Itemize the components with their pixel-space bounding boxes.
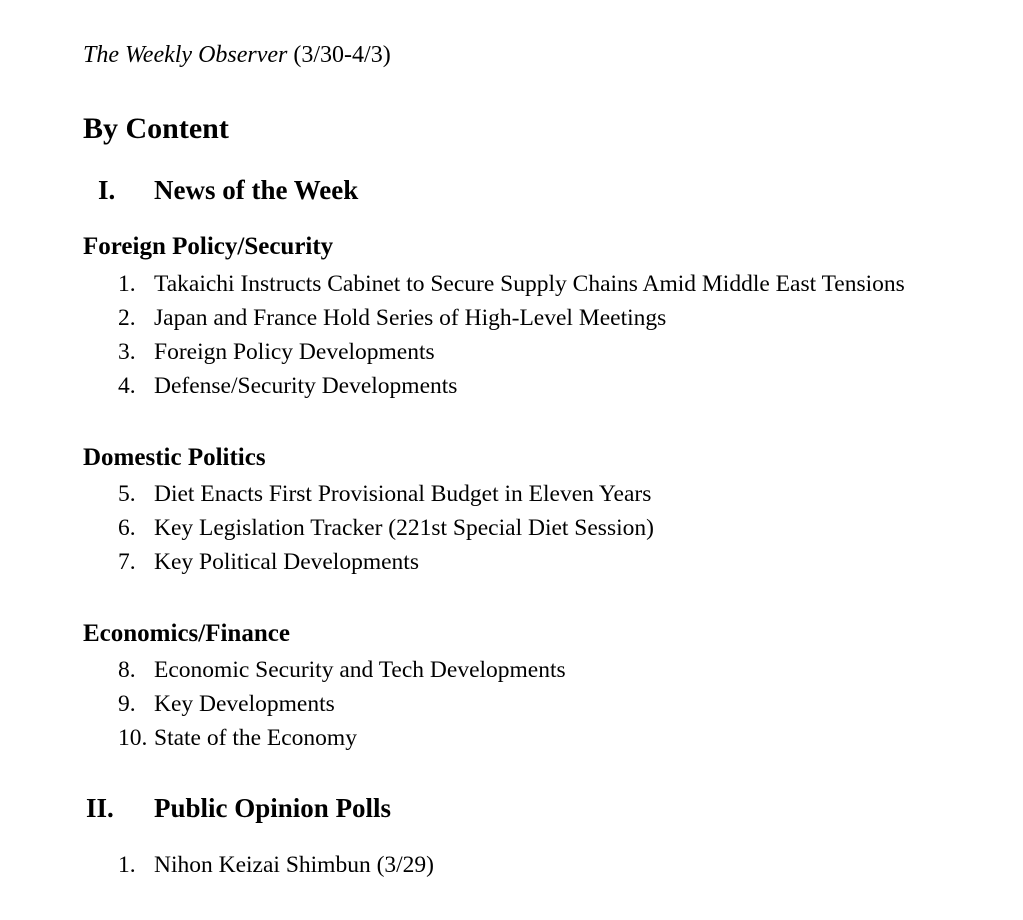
item-label: Diet Enacts First Provisional Budget in Eleven Years [154, 481, 652, 507]
item-number: 3. [118, 339, 136, 365]
toc-item[interactable] [118, 687, 566, 721]
section-title-economics-finance: Economics/Finance [83, 620, 290, 647]
part-numeral: I. [98, 175, 116, 205]
toc-item[interactable] [118, 335, 905, 369]
economics-finance-list [118, 653, 566, 755]
item-label: State of the Economy [154, 725, 357, 751]
item-number: 7. [118, 549, 136, 575]
item-number: 1. [118, 271, 136, 297]
toc-item[interactable] [118, 653, 566, 687]
item-number: 9. [118, 691, 136, 717]
item-label: Key Developments [154, 691, 335, 717]
toc-item[interactable] [118, 511, 654, 545]
item-number: 5. [118, 481, 136, 507]
item-label: Defense/Security Developments [154, 373, 458, 399]
date-range: (3/30-4/3) [293, 42, 391, 68]
publication-title: The Weekly Observer [83, 42, 288, 68]
toc-item[interactable] [118, 848, 434, 882]
item-number: 8. [118, 657, 136, 683]
toc-item[interactable] [118, 369, 905, 403]
toc-item[interactable] [118, 545, 654, 579]
part-heading-polls [86, 791, 391, 825]
part-numeral: II. [86, 793, 114, 823]
item-number: 10. [118, 725, 148, 751]
item-label: Nihon Keizai Shimbun (3/29) [154, 852, 435, 878]
toc-item[interactable] [118, 301, 905, 335]
item-label: Key Legislation Tracker (221st Special Diet Session) [154, 515, 654, 541]
item-label: Japan and France Hold Series of High-Level Meetings [154, 305, 667, 331]
section-title-foreign-policy: Foreign Policy/Security [83, 233, 334, 260]
polls-list [118, 848, 434, 882]
item-label: Takaichi Instructs Cabinet to Secure Supply Chains Amid Middle East Tensions [154, 271, 905, 297]
section-title-domestic-politics: Domestic Politics [83, 444, 266, 471]
part-title: Public Opinion Polls [154, 793, 392, 823]
toc-item[interactable] [118, 267, 905, 301]
domestic-politics-list [118, 477, 654, 579]
item-label: Foreign Policy Developments [154, 339, 435, 365]
foreign-policy-list [118, 267, 905, 403]
item-number: 6. [118, 515, 136, 541]
item-number: 1. [118, 852, 136, 878]
part-title: News of the Week [154, 175, 359, 205]
masthead [83, 39, 391, 71]
toc-item[interactable] [118, 721, 566, 755]
part-heading-news [98, 173, 358, 207]
item-label: Economic Security and Tech Developments [154, 657, 566, 683]
item-number: 2. [118, 305, 136, 331]
toc-item[interactable] [118, 477, 654, 511]
item-label: Key Political Developments [154, 549, 419, 575]
item-number: 4. [118, 373, 136, 399]
toc-heading: By Content [83, 112, 229, 145]
